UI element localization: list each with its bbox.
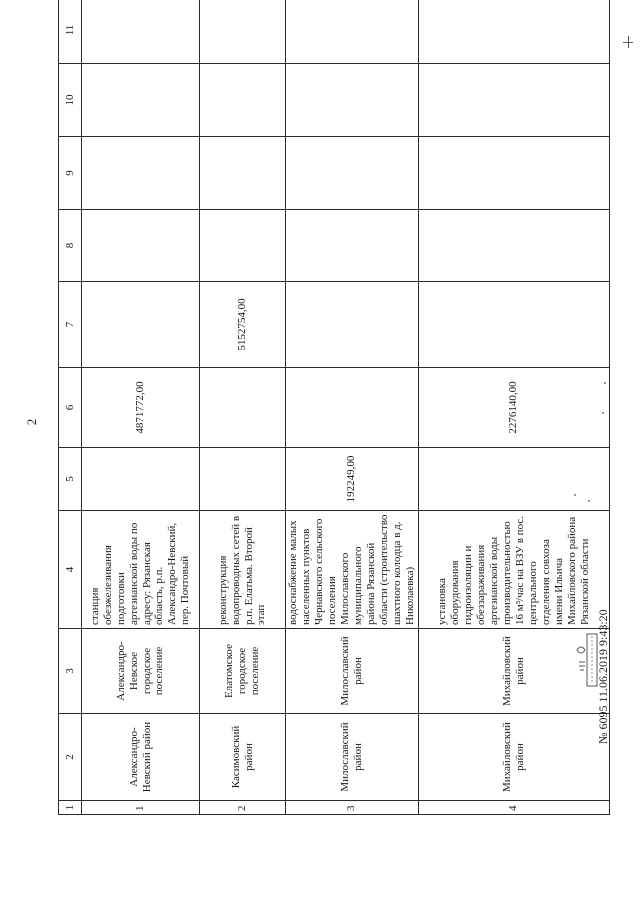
header-cell: 3: [59, 629, 82, 714]
value-cell: [286, 282, 419, 368]
value-cell: [200, 0, 286, 64]
value-cell: [286, 137, 419, 210]
value-cell: [418, 448, 609, 511]
header-cell: 10: [59, 64, 82, 137]
value-cell: [82, 210, 200, 282]
registration-timestamp: 11.06.2019 9:43:20: [596, 609, 610, 703]
district-cell: Михайловский район: [418, 714, 609, 801]
table-row: [286, 0, 419, 815]
settlement-cell: Михайловский район: [418, 629, 609, 714]
district-cell: Милославский район: [286, 714, 419, 801]
header-cell: 1: [59, 801, 82, 815]
value-cell: 192249,00: [286, 448, 419, 511]
value-cell: [286, 210, 419, 282]
value-cell: [418, 64, 609, 137]
district-cell: Александро-Невский район: [82, 714, 200, 801]
value-cell: 2276140,00: [418, 368, 609, 448]
description-cell: водоснабжение малых населенных пунктов Чернавского сельского поселения Милославского муниципального района Рязанской области (строительство шахтного колодца в д. Николаевка): [286, 511, 419, 629]
header-cell: 9: [59, 137, 82, 210]
header-cell: 11: [59, 0, 82, 64]
settlement-cell: Милославский район: [286, 629, 419, 714]
table-row: [82, 0, 200, 815]
value-cell: [82, 137, 200, 210]
row-number: 3: [286, 801, 419, 815]
value-cell: 5152754,00: [200, 282, 286, 368]
value-cell: [286, 64, 419, 137]
value-cell: [200, 137, 286, 210]
registration-note: [596, 609, 611, 744]
value-cell: [200, 210, 286, 282]
settlement-cell: Елатомское городское поселение: [200, 629, 286, 714]
description-cell: станция обезжелезивания подготовки артезианской воды по адресу: Рязанская область, р.п. Александро-Невский, пер. Почтовый: [82, 511, 200, 629]
district-cell: Касимовский район: [200, 714, 286, 801]
registration-number: № 6095: [596, 705, 610, 744]
value-cell: [418, 210, 609, 282]
value-cell: [200, 448, 286, 511]
value-cell: [418, 282, 609, 368]
description-cell: реконструкция водопроводных сетей в р.п. Елатьма. Второй этап: [200, 511, 286, 629]
header-cell: 4: [59, 511, 82, 629]
value-cell: [286, 368, 419, 448]
description-cell: установка оборудования гидроизоляции и обеззараживания артезианской воды производительностью 16 м³/час на ВЗУ в пос. центрального отделения совхоза имени Ильича Михайловского района Рязанской области: [418, 511, 609, 629]
value-cell: 4871772,00: [82, 368, 200, 448]
table-row: [418, 0, 609, 815]
page-number: 2: [24, 418, 39, 426]
value-cell: [82, 282, 200, 368]
value-cell: [82, 64, 200, 137]
row-number: 4: [418, 801, 609, 815]
value-cell: [200, 368, 286, 448]
value-cell: [418, 137, 609, 210]
header-cell: 5: [59, 448, 82, 511]
header-cell: 6: [59, 368, 82, 448]
row-number: 1: [82, 801, 200, 815]
value-cell: [286, 0, 419, 64]
settlement-cell: Александро-Невское городское поселение: [82, 629, 200, 714]
row-number: 2: [200, 801, 286, 815]
table-header-row: [59, 0, 82, 815]
data-table: [58, 0, 610, 815]
header-cell: 2: [59, 714, 82, 801]
value-cell: [418, 0, 609, 64]
header-cell: 7: [59, 282, 82, 368]
value-cell: [82, 448, 200, 511]
value-cell: [200, 64, 286, 137]
table-row: [200, 0, 286, 815]
scan-mark: [623, 42, 633, 43]
value-cell: [82, 0, 200, 64]
header-cell: 8: [59, 210, 82, 282]
